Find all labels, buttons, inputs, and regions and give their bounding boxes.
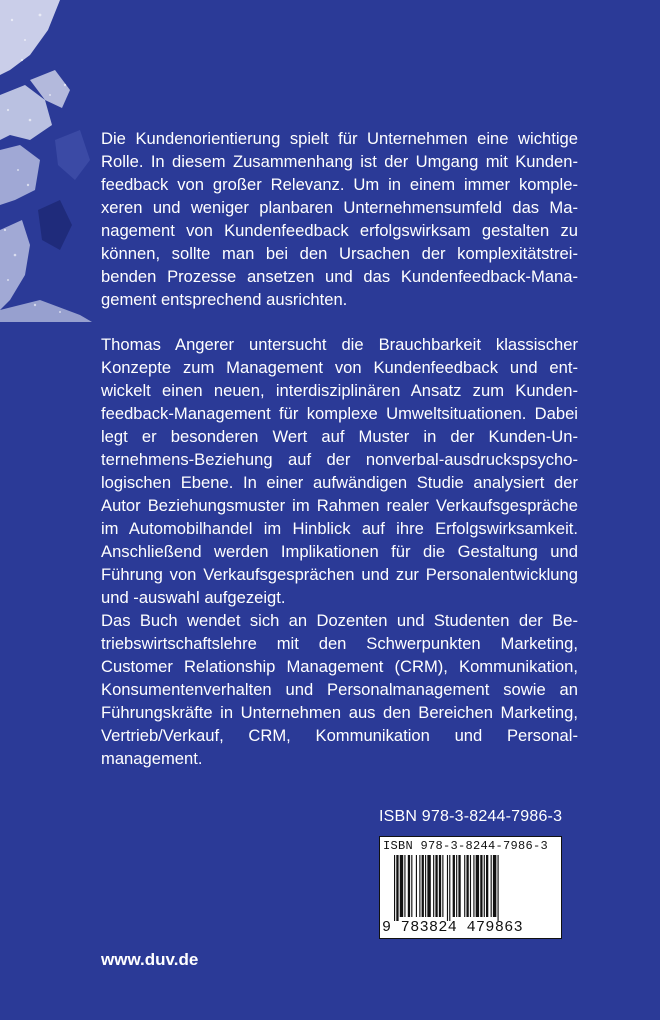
barcode-bar — [433, 855, 434, 917]
description-paragraph-2: Thomas Angerer untersucht die Brauchbarkeit klassischer Konzepte zum Management von Kundenfeedback und entwickelt einen neuen, interdisziplinären Ansatz zum Kundenfeedback-Management für komplexe Umweltsituationen. Dabei legt er besonderen Wert auf Muster in der Kunden-Unternehmens-Beziehung auf der nonverbal-ausdruckspsychologischen Ebene. In einer aufwändigen Studie analysiert der Autor Beziehungsmuster im Rahmen realer Verkaufsgespräche im Automobilhandel im Hinblick auf ihre Erfolgswirksamkeit. Anschließend werden Implikationen für die Gestaltung und Führung von Verkaufsgesprächen und zur Personalentwicklung und -auswahl aufgezeigt. — [101, 335, 578, 607]
barcode-bar — [498, 855, 499, 921]
barcode-bar — [456, 855, 457, 917]
description-paragraph-1: Die Kundenorientierung spielt für Unternehmen eine wichtige Rolle. In diesem Zusammenhang ist der Umgang mit Kundenfeedback von großer Relevanz. Um in einem immer komplexeren und weniger planbaren Unternehmensumfeld das Management von Kundenfeedback erfolgswirksam gestalten zu können, sollte man bei den Ursachen der komplexitätstreibenden Prozesse ansetzen und das Kundenfeedback-Management entsprechend ausrichten. — [101, 129, 578, 309]
publisher-website: www.duv.de — [101, 950, 199, 969]
barcode-bar — [491, 855, 492, 917]
barcode-digits: 9 783824 479863 — [382, 919, 524, 936]
barcode-bar — [396, 855, 398, 921]
isbn-label: ISBN 978-3-8244-7986-3 — [379, 808, 563, 825]
description-paragraph-3: Das Buch wendet sich an Dozenten und Studenten der Betriebswirtschaftslehre mit den Schwerpunkten Marketing, Customer Relationship Management (CRM), Kommunikation, Konsumentenverhalten und Personalmanagement sowie an Führungskräfte in Unternehmen aus den Bereichen Marketing, Vertrieb/Verkauf, CRM, Kommunikation und Personalmanagement. — [101, 611, 578, 768]
barcode-bar — [411, 855, 412, 917]
barcode-bar — [408, 855, 410, 917]
barcode-bar — [427, 855, 430, 917]
barcode-bar — [419, 855, 420, 917]
barcode-bar — [473, 855, 474, 917]
barcode-bar — [480, 855, 482, 917]
barcode-bar — [404, 855, 405, 917]
barcode-bar — [493, 855, 496, 917]
barcode-bar — [464, 855, 465, 917]
barcode-bar — [400, 855, 403, 917]
barcode-bar — [425, 855, 426, 917]
barcode-bar — [394, 855, 395, 921]
barcode-bar — [470, 855, 471, 917]
barcode-bar — [453, 855, 455, 917]
barcode-bar — [442, 855, 443, 917]
cover-artwork — [0, 0, 92, 322]
decorative-texture-icon — [0, 0, 92, 322]
barcode-bar — [486, 855, 488, 917]
barcode-bar — [435, 855, 437, 917]
barcode-bar — [439, 855, 441, 917]
barcode-bar — [447, 855, 448, 921]
barcode-bar — [476, 855, 479, 917]
isbn-barcode — [379, 836, 562, 939]
barcode-bar — [484, 855, 485, 917]
barcode-bar — [449, 855, 450, 921]
barcode-bar — [416, 855, 417, 917]
barcode-bar — [466, 855, 468, 917]
barcode-isbn-text: ISBN 978-3-8244-7986-3 — [383, 839, 549, 853]
barcode-bar — [422, 855, 424, 917]
barcode-bar — [458, 855, 460, 917]
